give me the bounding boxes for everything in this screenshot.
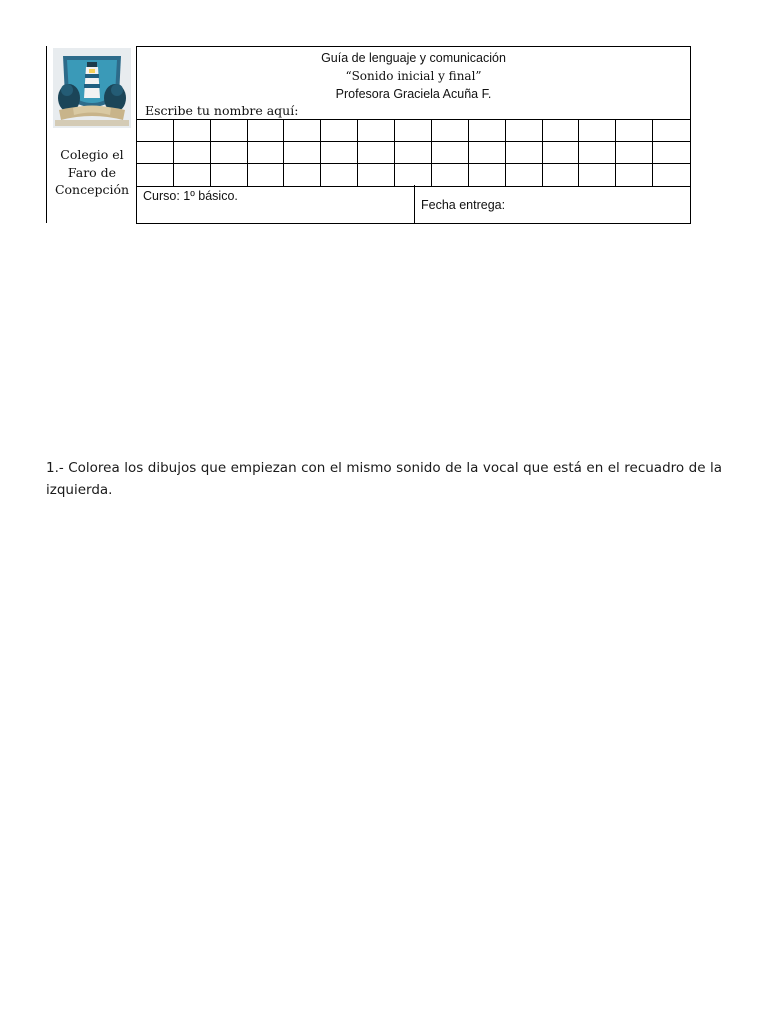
name-grid-cell[interactable]: [211, 142, 248, 164]
name-grid-cell[interactable]: [653, 142, 690, 164]
name-grid-cell[interactable]: [395, 120, 432, 142]
name-label: Escribe tu nombre aquí:: [145, 103, 299, 118]
name-grid-cell[interactable]: [616, 142, 653, 164]
worksheet-titles: [137, 49, 690, 103]
school-crest-logo: [53, 48, 131, 128]
name-grid-cell[interactable]: [284, 142, 321, 164]
name-grid-cell[interactable]: [137, 120, 174, 142]
name-grid-cell[interactable]: [432, 142, 469, 164]
topic-title: “Sonido inicial y final”: [345, 69, 482, 83]
name-grid-cell[interactable]: [358, 164, 395, 186]
name-grid-cell[interactable]: [579, 142, 616, 164]
name-grid-cell[interactable]: [469, 120, 506, 142]
header-table: [46, 46, 690, 223]
name-grid-cell[interactable]: [284, 120, 321, 142]
name-grid-cell[interactable]: [174, 120, 211, 142]
name-grid-cell[interactable]: [616, 120, 653, 142]
name-grid-cell[interactable]: [395, 164, 432, 186]
subject-title: Guía de lenguaje y comunicación: [321, 51, 506, 65]
name-grid-cell[interactable]: [174, 142, 211, 164]
name-grid-cell[interactable]: [579, 164, 616, 186]
name-grid-cell[interactable]: [321, 120, 358, 142]
name-grid-cell[interactable]: [284, 164, 321, 186]
name-grid-cell[interactable]: [248, 164, 285, 186]
course-label: Curso: 1º básico.: [143, 189, 238, 203]
name-grid-cell[interactable]: [321, 142, 358, 164]
name-grid-cell[interactable]: [321, 164, 358, 186]
name-grid-cell[interactable]: [543, 142, 580, 164]
cell-divider: [414, 185, 415, 223]
name-grid-cell[interactable]: [469, 164, 506, 186]
name-grid-cell[interactable]: [211, 120, 248, 142]
name-grid-cell[interactable]: [543, 164, 580, 186]
name-grid-cell[interactable]: [174, 164, 211, 186]
name-writing-grid[interactable]: [137, 119, 690, 187]
name-grid-cell[interactable]: [469, 142, 506, 164]
due-date-label: Fecha entrega:: [421, 198, 506, 212]
school-cell: [46, 46, 137, 223]
name-grid-cell[interactable]: [358, 142, 395, 164]
exercise-instruction: 1.- Colorea los dibujos que empiezan con el mismo sonido de la vocal que está en el recuadro de la izquierda.: [46, 459, 722, 498]
name-grid-cell[interactable]: [248, 120, 285, 142]
name-grid-cell[interactable]: [653, 120, 690, 142]
teacher-name: Profesora Graciela Acuña F.: [335, 87, 492, 101]
name-grid-cell[interactable]: [506, 142, 543, 164]
name-grid-cell[interactable]: [137, 142, 174, 164]
name-grid-cell[interactable]: [137, 164, 174, 186]
name-grid-cell[interactable]: [395, 142, 432, 164]
name-grid-cell[interactable]: [211, 164, 248, 186]
worksheet-info-cell: [136, 46, 691, 224]
name-grid-cell[interactable]: [506, 164, 543, 186]
name-grid-cell[interactable]: [432, 120, 469, 142]
name-grid-cell[interactable]: [543, 120, 580, 142]
school-name: Colegio el Faro de Concepción: [54, 147, 130, 197]
name-grid-cell[interactable]: [616, 164, 653, 186]
name-grid-cell[interactable]: [579, 120, 616, 142]
name-grid-cell[interactable]: [653, 164, 690, 186]
name-grid-cell[interactable]: [432, 164, 469, 186]
name-grid-cell[interactable]: [506, 120, 543, 142]
name-grid-cell[interactable]: [358, 120, 395, 142]
name-grid-cell[interactable]: [248, 142, 285, 164]
